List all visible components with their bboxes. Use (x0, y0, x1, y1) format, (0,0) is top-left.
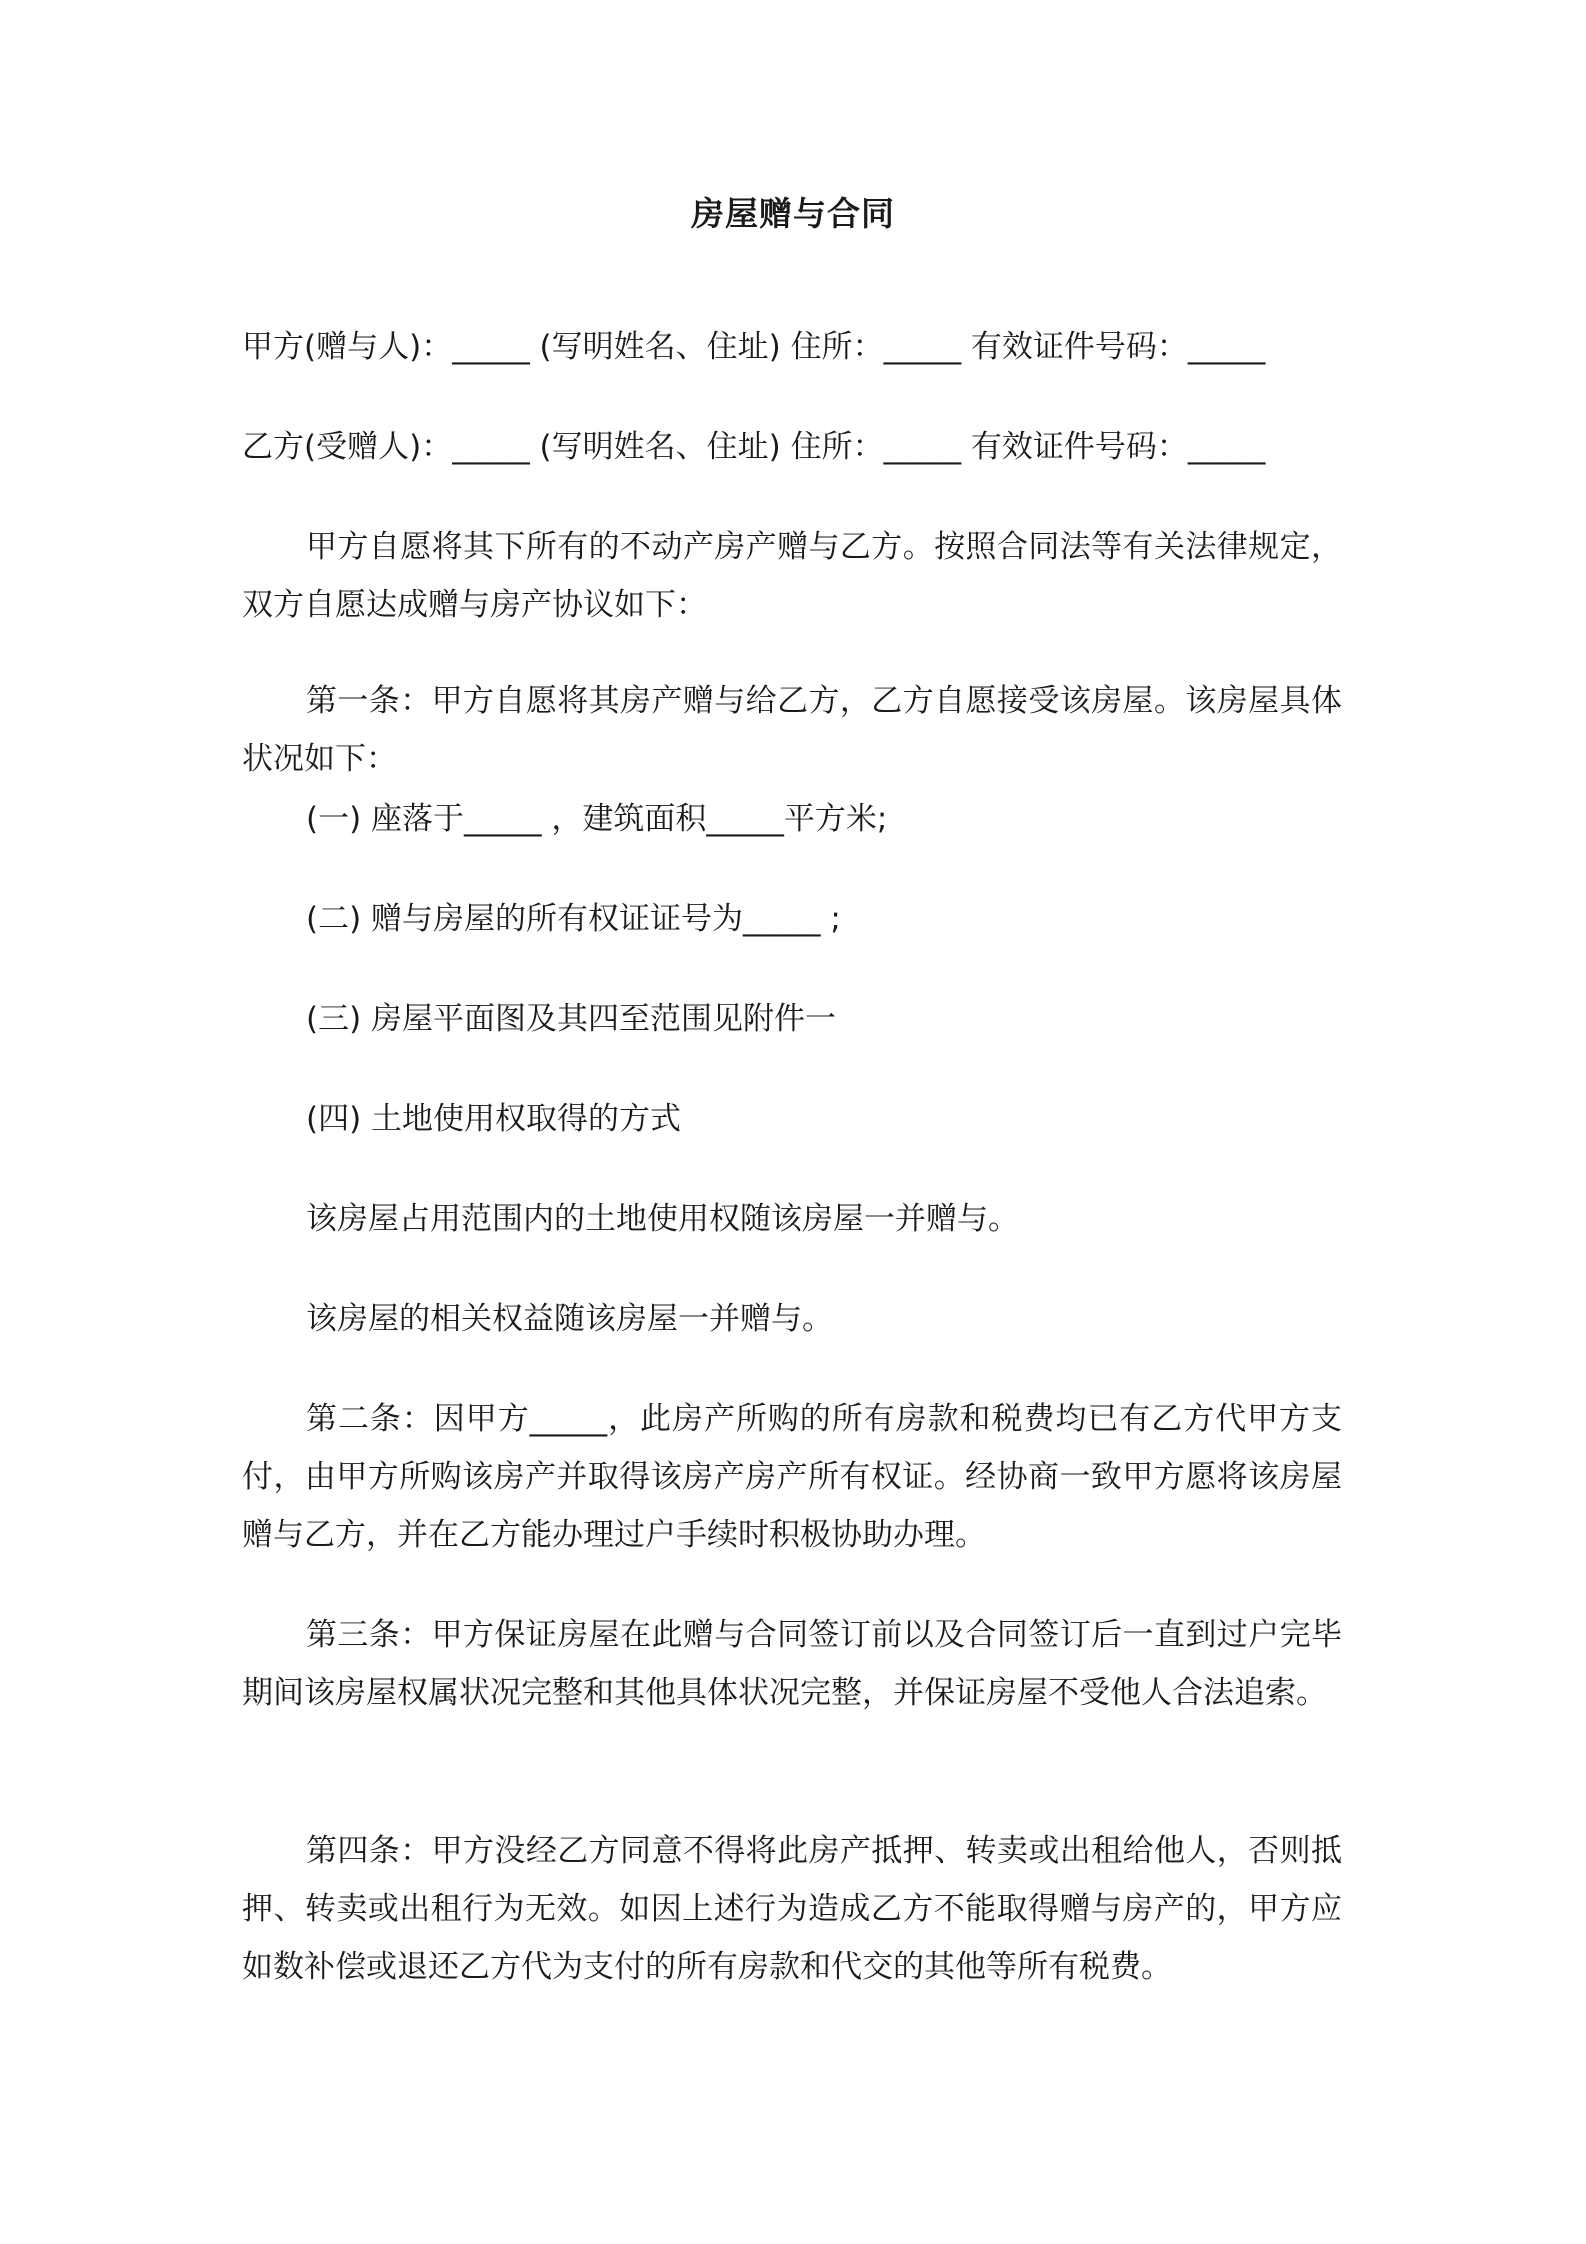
party-a-line: 甲方(赠与人)：_____ (写明姓名、住址) 住所：_____ 有效证件号码：_____ (242, 329, 1266, 365)
article-1-paragraph: 第一条：甲方自愿将其房产赠与给乙方，乙方自愿接受该房屋。该房屋具体状况如下： (242, 683, 1342, 777)
article-1-item-1: (一) 座落于_____ ，建筑面积_____平方米; (306, 801, 888, 837)
article-1-item-4: (四) 土地使用权取得的方式 (306, 1101, 682, 1137)
party-b-line: 乙方(受赠人)：_____ (写明姓名、住址) 住所：_____ 有效证件号码：_____ (242, 429, 1266, 465)
article-1-item-3: (三) 房屋平面图及其四至范围见附件一 (306, 1001, 837, 1037)
land-use-paragraph: 该房屋占用范围内的土地使用权随该房屋一并赠与。 (306, 1201, 1019, 1237)
rights-paragraph: 该房屋的相关权益随该房屋一并赠与。 (306, 1301, 833, 1337)
document-title: 房屋赠与合同 (691, 194, 895, 233)
article-2-paragraph: 第二条：因甲方_____，此房产所购的所有房款和税费均已有乙方代甲方支付，由甲方所购该房产并取得该房产房产所有权证。经协商一致甲方愿将该房屋赠与乙方，并在乙方能办理过户手续时积极协助办理。 (242, 1401, 1342, 1553)
article-1-item-2: (二) 赠与房屋的所有权证证号为_____ ; (306, 901, 841, 937)
preamble-paragraph: 甲方自愿将其下所有的不动产房产赠与乙方。按照合同法等有关法律规定，双方自愿达成赠与房产协议如下： (242, 529, 1342, 623)
article-3-paragraph: 第三条：甲方保证房屋在此赠与合同签订前以及合同签订后一直到过户完毕期间该房屋权属状况完整和其他具体状况完整，并保证房屋不受他人合法追索。 (242, 1617, 1342, 1711)
article-4-paragraph: 第四条：甲方没经乙方同意不得将此房产抵押、转卖或出租给他人，否则抵押、转卖或出租行为无效。如因上述行为造成乙方不能取得赠与房产的，甲方应如数补偿或退还乙方代为支付的所有房款和代交的其他等所有税费。 (242, 1833, 1342, 1985)
